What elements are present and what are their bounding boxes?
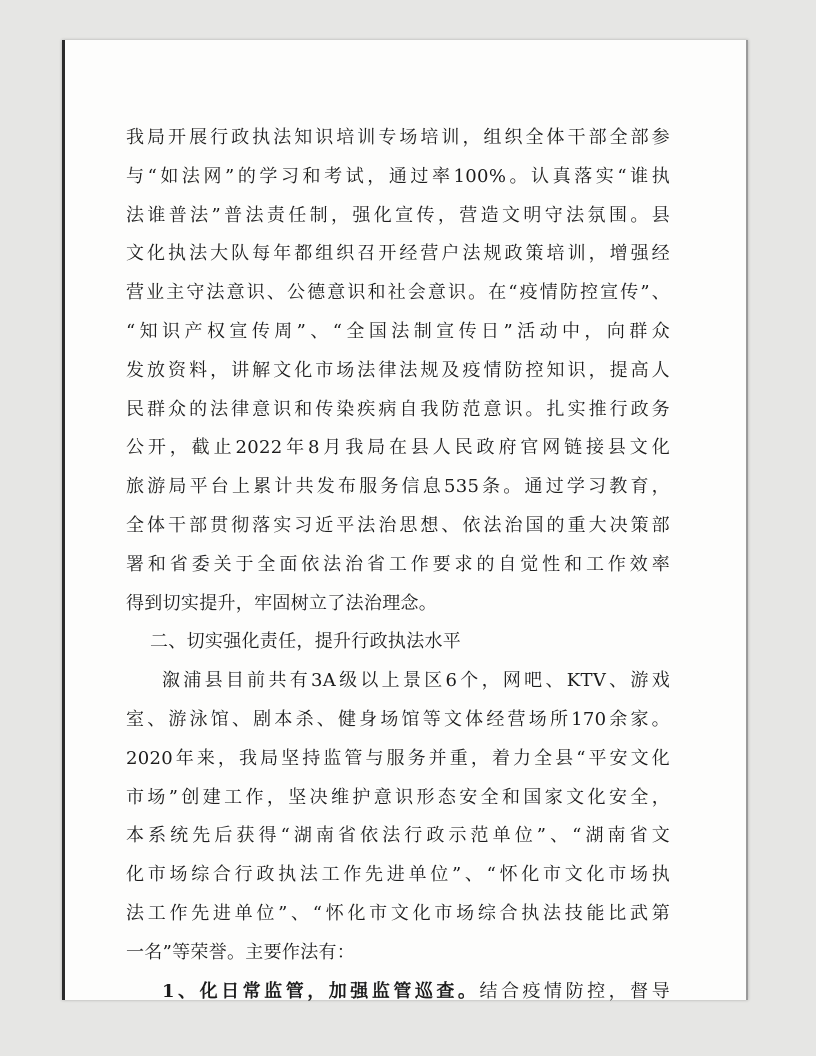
document-page: [62, 40, 748, 1000]
document-body: [126, 119, 670, 1011]
body-line: 与“如法网”的学习和考试，通过率100%。认真落实“谁执: [126, 165, 670, 187]
body-line: 法工作先进单位”、“怀化市文化市场综合执法技能比武第: [126, 902, 670, 924]
body-line: 公开，截止2022年8月我局在县人民政府官网链接县文化: [126, 437, 670, 459]
body-line: 化市场综合行政执法工作先进单位”、“怀化市文化市场执: [126, 864, 670, 886]
body-line-subsection: [126, 973, 670, 1012]
body-line: 室、游泳馆、剧本杀、健身场馆等文体经营场所170余家。: [126, 708, 670, 730]
body-line: 民群众的法律意识和传染疾病自我防范意识。扎实推行政务: [126, 398, 670, 420]
page-left-edge: [62, 40, 65, 1000]
body-line: 我局开展行政执法知识培训专场培训，组织全体干部全部参: [126, 127, 670, 148]
body-line: 发放资料，讲解文化市场法律法规及疫情防控知识，提高人: [126, 359, 670, 381]
body-line: 得到切实提升，牢固树立了法治理念。: [126, 592, 438, 614]
body-line: 溆浦县目前共有3A级以上景区6个，网吧、KTV、游戏: [162, 670, 670, 692]
section-heading: 二、切实强化责任，提升行政执法水平: [150, 631, 462, 653]
body-line: “知识产权宣传周”、“全国法制宣传日”活动中，向群众: [126, 320, 670, 342]
body-line: 法谁普法”普法责任制，强化宣传，营造文明守法氛围。县: [126, 204, 670, 226]
subsection-heading: 1、化日常监管，加强监管巡查。: [162, 980, 480, 1002]
body-line: 本系统先后获得“湖南省依法行政示范单位”、“湖南省文: [126, 825, 670, 847]
body-line: 营业主守法意识、公德意识和社会意识。在“疫情防控宣传”、: [126, 282, 670, 304]
body-line: 全体干部贯彻落实习近平法治思想、依法治国的重大决策部: [126, 514, 670, 536]
subsection-text: 结合疫情防控，督导: [479, 980, 670, 1002]
body-line: 一名”等荣誉。主要作法有：: [126, 941, 356, 963]
body-line: 署和省委关于全面依法治省工作要求的自觉性和工作效率: [126, 553, 670, 575]
page-right-edge: [746, 40, 748, 1000]
body-line: 旅游局平台上累计共发布服务信息535条。通过学习教育，: [126, 476, 670, 498]
body-line: 文化执法大队每年都组织召开经营户法规政策培训，增强经: [126, 243, 670, 265]
body-line: 市场”创建工作，坚决维护意识形态安全和国家文化安全，: [126, 786, 670, 808]
body-line: 2020年来，我局坚持监管与服务并重，着力全县“平安文化: [126, 747, 670, 769]
